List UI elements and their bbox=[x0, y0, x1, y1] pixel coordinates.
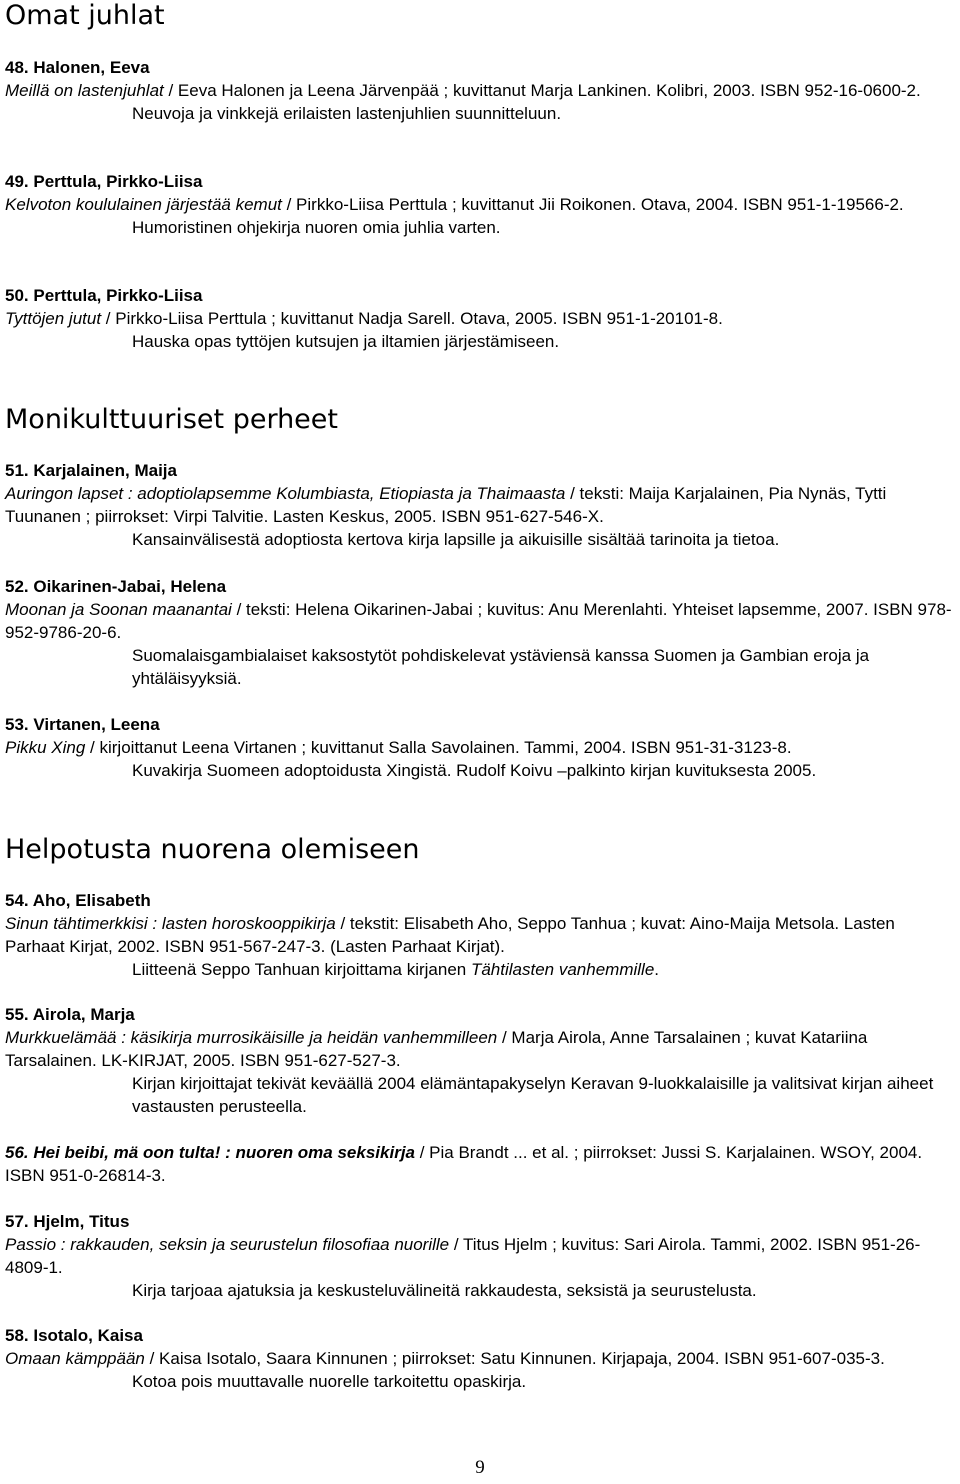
entry-citation bbox=[5, 193, 960, 216]
entry-title: Sinun tähtimerkkisi : lasten horoskooppikirja bbox=[5, 914, 336, 933]
section-title: Helpotusta nuorena olemiseen bbox=[5, 834, 420, 865]
entry-title: Auringon lapset : adoptiolapsemme Kolumbiasta, Etiopiasta ja Thaimaasta bbox=[5, 484, 566, 503]
entry-details: / Titus Hjelm ; kuvitus: Sari Airola. Tammi, 2002. ISBN 951-26-4809-1. bbox=[5, 1235, 921, 1277]
entry-citation bbox=[5, 307, 955, 330]
entry-annotation: Neuvoja ja vinkkejä erilaisten lastenjuhlien suunnitteluun. bbox=[132, 104, 562, 123]
entry-title: Meillä on lastenjuhlat bbox=[5, 81, 164, 100]
entry-annotation: Kuvakirja Suomeen adoptoidusta Xingistä. Rudolf Koivu –palkinto kirjan kuvituksesta 2005. bbox=[132, 761, 817, 780]
entry-heading: 54. Aho, Elisabeth bbox=[5, 891, 151, 910]
entry-citation bbox=[5, 79, 935, 102]
entry-citation bbox=[5, 912, 915, 958]
bibliography-entry bbox=[5, 56, 935, 125]
entry-details: / tekstit: Elisabeth Aho, Seppo Tanhua ; kuvat: Aino-Maija Metsola. Lasten Parhaat Kirjat, 2002. ISBN 951-567-247-3. (Lasten Parhaat Kirjat). bbox=[5, 914, 895, 956]
entry-heading: 56. Hei beibi, mä oon tulta! : nuoren oma seksikirja bbox=[5, 1143, 415, 1162]
entry-heading: 58. Isotalo, Kaisa bbox=[5, 1326, 143, 1345]
bibliography-entry bbox=[5, 170, 960, 239]
entry-title: Pikku Xing bbox=[5, 738, 86, 757]
entry-annotation: Kirja tarjoaa ajatuksia ja keskusteluvälineitä rakkaudesta, seksistä ja seurustelusta. bbox=[132, 1281, 757, 1300]
bibliography-entry bbox=[5, 889, 915, 981]
entry-title: Moonan ja Soonan maanantai bbox=[5, 600, 232, 619]
entry-citation bbox=[5, 1233, 960, 1279]
entry-annotation: Kirjan kirjoittajat tekivät keväällä 2004 elämäntapakyselyn Keravan 9-luokkalaisille ja valitsivat kirjan aiheet vastausten perusteella. bbox=[132, 1074, 934, 1116]
section-title: Omat juhlat bbox=[5, 0, 165, 31]
entry-details: / Pirkko-Liisa Perttula ; kuvittanut Jii Roikonen. Otava, 2004. ISBN 951-1-19566-2. bbox=[281, 195, 904, 214]
entry-annotation: Humoristinen ohjekirja nuoren omia juhlia varten. bbox=[132, 218, 501, 237]
entry-details: / Pirkko-Liisa Perttula ; kuvittanut Nadja Sarell. Otava, 2005. ISBN 951-1-20101-8. bbox=[101, 309, 723, 328]
bibliography-entry bbox=[5, 713, 955, 782]
entry-details: / Eeva Halonen ja Leena Järvenpää ; kuvittanut Marja Lankinen. Kolibri, 2003. ISBN 952-16-0600-2. bbox=[163, 81, 921, 100]
entry-details: / Marja Airola, Anne Tarsalainen ; kuvat Katariina Tarsalainen. LK-KIRJAT, 2005. ISBN 951-627-527-3. bbox=[5, 1028, 868, 1070]
bibliography-entry bbox=[5, 1141, 960, 1187]
entry-details: / teksti: Helena Oikarinen-Jabai ; kuvitus: Anu Merenlahti. Yhteiset lapsemme, 2007. ISBN 978-952-9786-20-6. bbox=[5, 600, 952, 642]
entry-heading: 57. Hjelm, Titus bbox=[5, 1212, 130, 1231]
entry-annotation: Hauska opas tyttöjen kutsujen ja iltamien järjestämiseen. bbox=[132, 332, 560, 351]
annotation-end: . bbox=[654, 960, 660, 979]
bibliography-entry bbox=[5, 1324, 945, 1393]
entry-citation bbox=[5, 1026, 945, 1072]
entry-citation bbox=[5, 482, 945, 528]
entry-title: Murkkuelämää : käsikirja murrosikäisille ja heidän vanhemmilleen bbox=[5, 1028, 498, 1047]
annotation-title: Tähtilasten vanhemmille bbox=[470, 960, 655, 979]
entry-citation bbox=[5, 1141, 960, 1187]
page-number: 9 bbox=[475, 1457, 485, 1478]
bibliography-entry bbox=[5, 284, 955, 353]
bibliography-entry bbox=[5, 1003, 945, 1118]
entry-citation bbox=[5, 736, 955, 759]
entry-annotation: Kansainvälisestä adoptiosta kertova kirja lapsille ja aikuisille sisältää tarinoita ja tietoa. bbox=[132, 530, 780, 549]
entry-title: Passio : rakkauden, seksin ja seurustelun filosofiaa nuorille bbox=[5, 1235, 450, 1254]
entry-heading: 55. Airola, Marja bbox=[5, 1005, 135, 1024]
entry-heading: 48. Halonen, Eeva bbox=[5, 58, 150, 77]
entry-details: / kirjoittanut Leena Virtanen ; kuvittanut Salla Savolainen. Tammi, 2004. ISBN 951-31-3123-8. bbox=[85, 738, 792, 757]
entry-annotation: Suomalaisgambialaiset kaksostytöt pohdiskelevat ystäviensä kanssa Suomen ja Gambian eroja ja yhtäläisyyksiä. bbox=[132, 646, 870, 688]
entry-details: / Pia Brandt ... et al. ; piirrokset: Jussi S. Karjalainen. WSOY, 2004. ISBN 951-0-26814-3. bbox=[5, 1143, 923, 1185]
annotation-text: Liitteenä Seppo Tanhuan kirjoittama kirjanen bbox=[132, 960, 471, 979]
entry-details: / teksti: Maija Karjalainen, Pia Nynäs, Tytti Tuunanen ; piirrokset: Virpi Talvitie. Lasten Keskus, 2005. ISBN 951-627-546-X. bbox=[5, 484, 887, 526]
entry-annotation: Kotoa pois muuttavalle nuorelle tarkoitettu opaskirja. bbox=[132, 1372, 527, 1391]
entry-annotation bbox=[5, 958, 915, 981]
entry-title: Kelvoton koululainen järjestää kemut bbox=[5, 195, 282, 214]
entry-heading: 52. Oikarinen-Jabai, Helena bbox=[5, 577, 227, 596]
entry-details: / Kaisa Isotalo, Saara Kinnunen ; piirrokset: Satu Kinnunen. Kirjapaja, 2004. ISBN 951-607-035-3. bbox=[144, 1349, 885, 1368]
entry-title: Omaan kämppään bbox=[5, 1349, 145, 1368]
entry-heading: 51. Karjalainen, Maija bbox=[5, 461, 177, 480]
section-title: Monikulttuuriset perheet bbox=[5, 404, 338, 435]
bibliography-entry bbox=[5, 1210, 960, 1302]
bibliography-entry bbox=[5, 575, 960, 690]
bibliography-entry bbox=[5, 459, 945, 551]
entry-heading: 53. Virtanen, Leena bbox=[5, 715, 160, 734]
entry-title: Tyttöjen jutut bbox=[5, 309, 102, 328]
entry-heading: 49. Perttula, Pirkko-Liisa bbox=[5, 172, 203, 191]
entry-citation bbox=[5, 598, 960, 644]
entry-heading: 50. Perttula, Pirkko-Liisa bbox=[5, 286, 203, 305]
entry-citation bbox=[5, 1347, 945, 1370]
